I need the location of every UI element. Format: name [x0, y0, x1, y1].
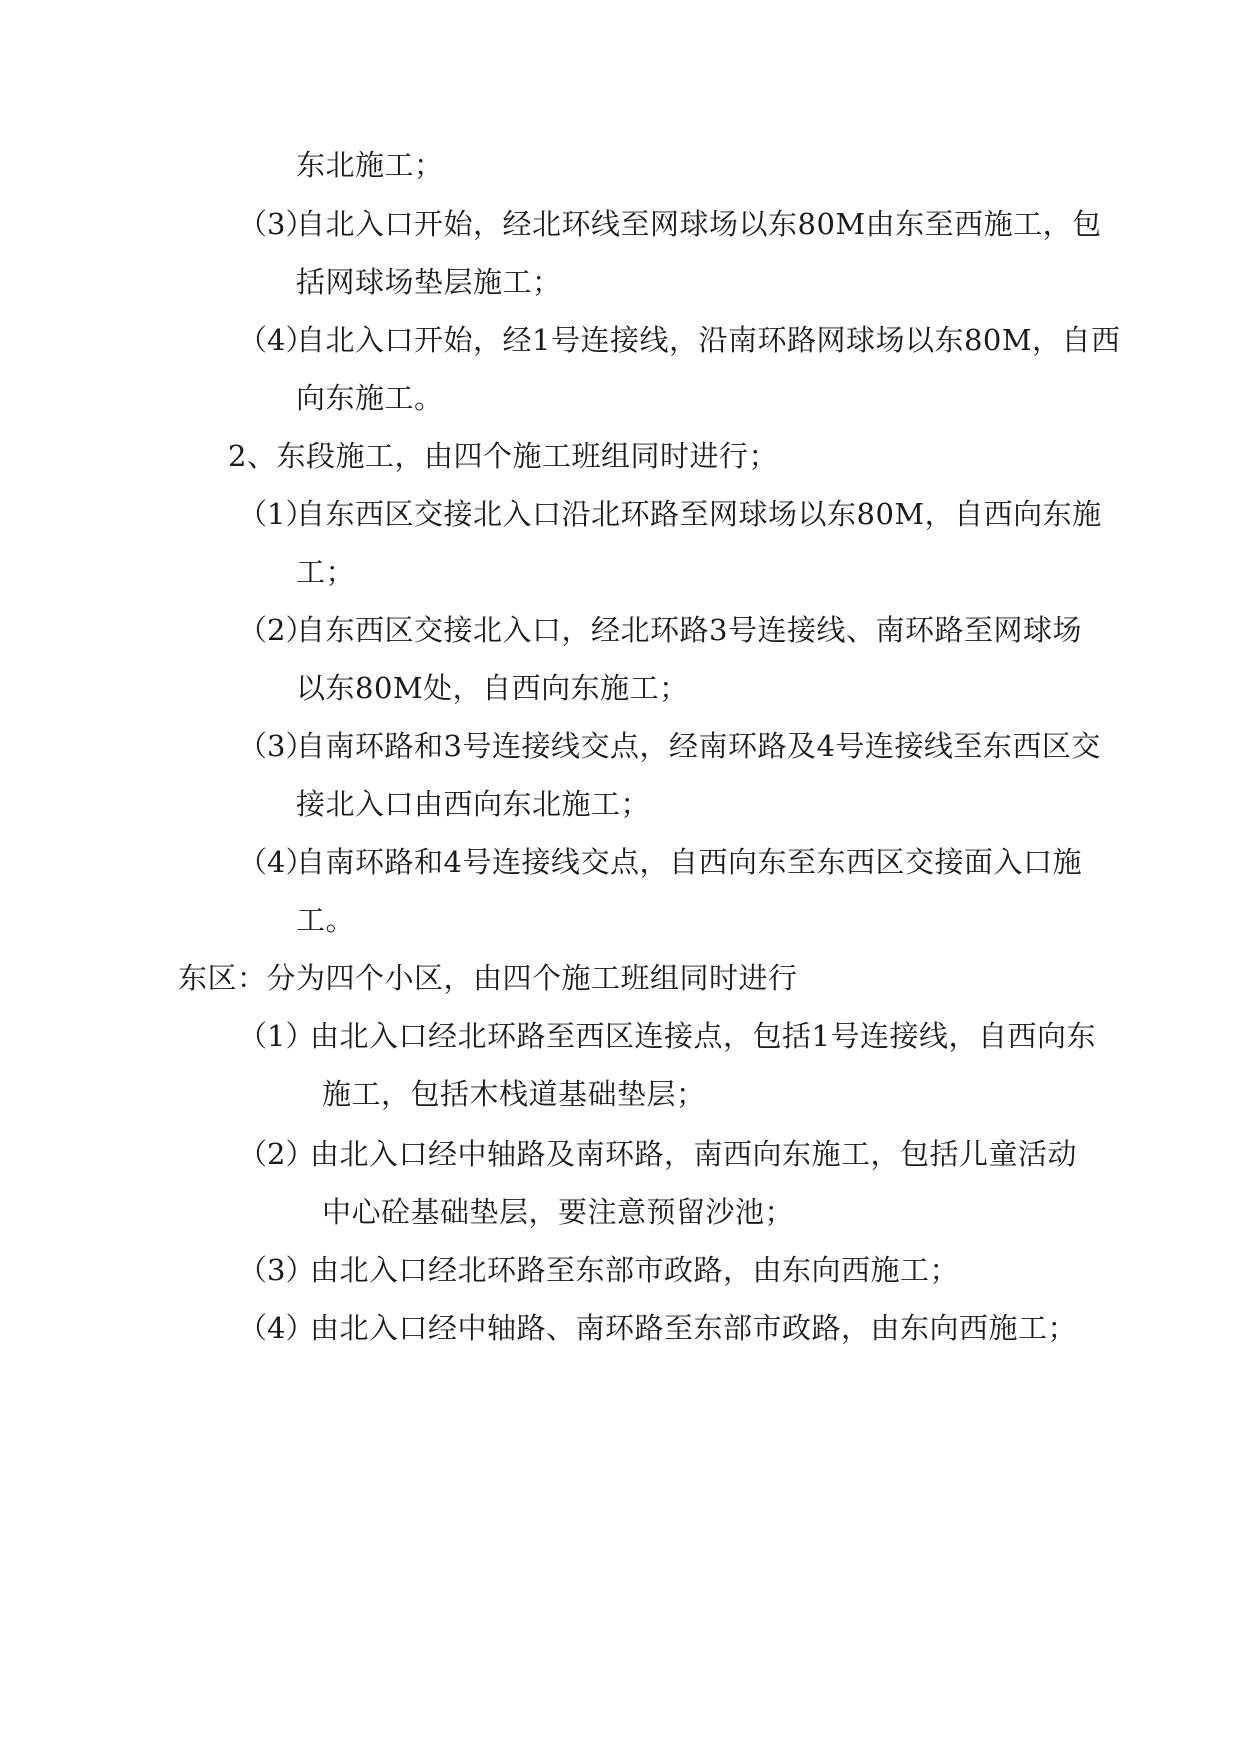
list-number: （2） [238, 613, 315, 647]
paragraph-line: 以东80M处，自西向东施工； [296, 671, 689, 705]
list-number: （1） [238, 1019, 315, 1053]
list-number: （3） [238, 729, 315, 763]
list-number: （4） [238, 1311, 315, 1345]
list-number: （4） [238, 323, 315, 357]
paragraph-line: 自东西区交接北入口，经北环路3号连接线、南环路至网球场 [296, 613, 1082, 647]
section-heading: 2、东段施工，由四个施工班组同时进行； [228, 439, 778, 473]
paragraph-line: 括网球场垫层施工； [296, 265, 562, 299]
paragraph-line: 自北入口开始，经1号连接线，沿南环路网球场以东80M，自西 [296, 323, 1121, 357]
paragraph-line: 由北入口经北环路至西区连接点，包括1号连接线，自西向东 [310, 1019, 1096, 1053]
paragraph-line: 向东施工。 [296, 381, 444, 415]
paragraph-line: 自南环路和3号连接线交点，经南环路及4号连接线至东西区交 [296, 729, 1101, 763]
paragraph-line: 由北入口经北环路至东部市政路，由东向西施工； [310, 1253, 960, 1287]
paragraph-line: 工； [296, 555, 356, 589]
paragraph-line: 东北施工； [296, 148, 444, 182]
paragraph-line: 由北入口经中轴路、南环路至东部市政路，由东向西施工； [310, 1311, 1078, 1345]
list-number: （2） [238, 1137, 315, 1171]
paragraph-line: 自南环路和4号连接线交点，自西向东至东西区交接面入口施 [296, 845, 1082, 879]
paragraph-line: 自东西区交接北入口沿北环路至网球场以东80M，自西向东施 [296, 497, 1102, 531]
paragraph-line: 自北入口开始，经北环线至网球场以东80M由东至西施工，包 [296, 207, 1102, 241]
list-number: （3） [238, 207, 315, 241]
list-number: （1） [238, 497, 315, 531]
paragraph-line: 工。 [296, 903, 356, 937]
paragraph-line: 施工，包括木栈道基础垫层； [322, 1077, 706, 1111]
list-number: （4） [238, 845, 315, 879]
paragraph-line: 中心砼基础垫层，要注意预留沙池； [322, 1195, 795, 1229]
section-heading: 东区：分为四个小区，由四个施工班组同时进行 [178, 961, 798, 995]
paragraph-line: 由北入口经中轴路及南环路，南西向东施工，包括儿童活动 [310, 1137, 1078, 1171]
list-number: （3） [238, 1253, 315, 1287]
paragraph-line: 接北入口由西向东北施工； [296, 787, 651, 821]
